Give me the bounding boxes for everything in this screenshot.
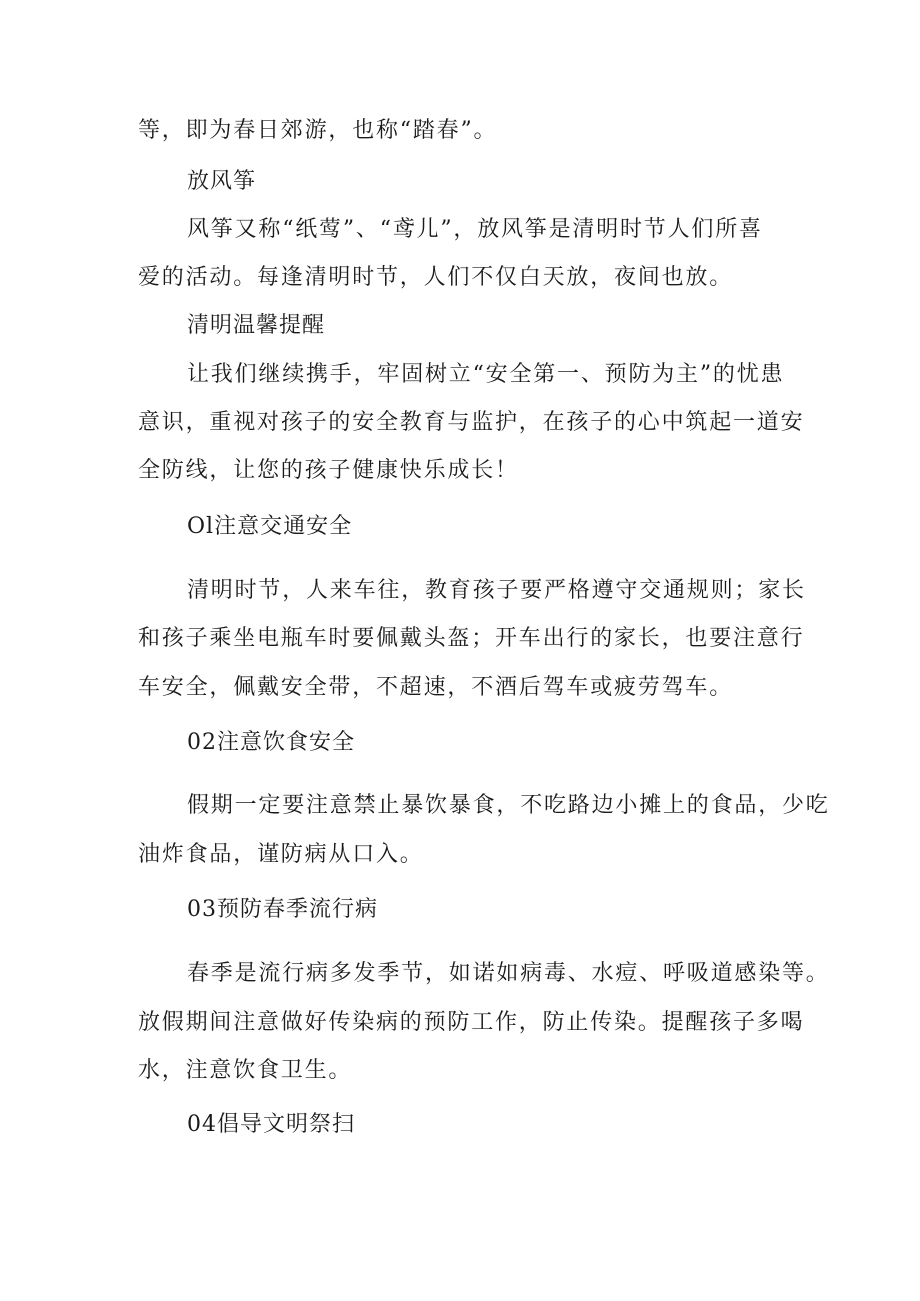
paragraph-line: 风筝又称“纸莺”、“鸢儿”，放风筝是清明时节人们所喜 [187, 217, 763, 242]
paragraph-line: 让我们继续携手，牢固树立“安全第一、预防为主”的忧患 [187, 362, 785, 387]
paragraph-line: 爱的活动。每逢清明时节，人们不仅白天放，夜间也放。 [138, 265, 734, 290]
paragraph-line: 假期一定要注意禁止暴饮暴食，不吃路边小摊上的食品，少吃 [187, 793, 830, 818]
section-heading: 放风筝 [187, 169, 257, 194]
section-heading: 03预防春季流行病 [187, 897, 378, 922]
section-heading: Ol注意交通安全 [187, 514, 353, 539]
section-heading: 04倡导文明祭扫 [187, 1112, 355, 1137]
paragraph-line: 车安全，佩戴安全带，不超速，不酒后驾车或疲劳驾车。 [138, 675, 734, 700]
paragraph-line: 水，注意饮食卫生。 [138, 1058, 353, 1083]
paragraph-line: 和孩子乘坐电瓶车时要佩戴头盔；开车出行的家长，也要注意行 [138, 626, 805, 651]
paragraph-line: 春季是流行病多发季节，如诺如病毒、水痘、呼吸道感染等。 [187, 961, 830, 986]
paragraph-line: 等，即为春日郊游，也称“踏春”。 [138, 118, 498, 143]
paragraph-line: 清明时节，人来车往，教育孩子要严格遵守交通规则；家长 [187, 578, 806, 603]
paragraph-line: 全防线，让您的孩子健康快乐成长！ [138, 458, 519, 483]
section-heading: 清明温馨提醒 [187, 313, 326, 338]
paragraph-line: 意识，重视对孩子的安全教育与监护，在孩子的心中筑起一道安 [138, 410, 805, 435]
paragraph-line: 放假期间注意做好传染病的预防工作，防止传染。提醒孩子多喝 [138, 1010, 805, 1035]
section-heading: 02注意饮食安全 [187, 730, 355, 755]
paragraph-line: 油炸食品，谨防病从口入。 [138, 842, 424, 867]
